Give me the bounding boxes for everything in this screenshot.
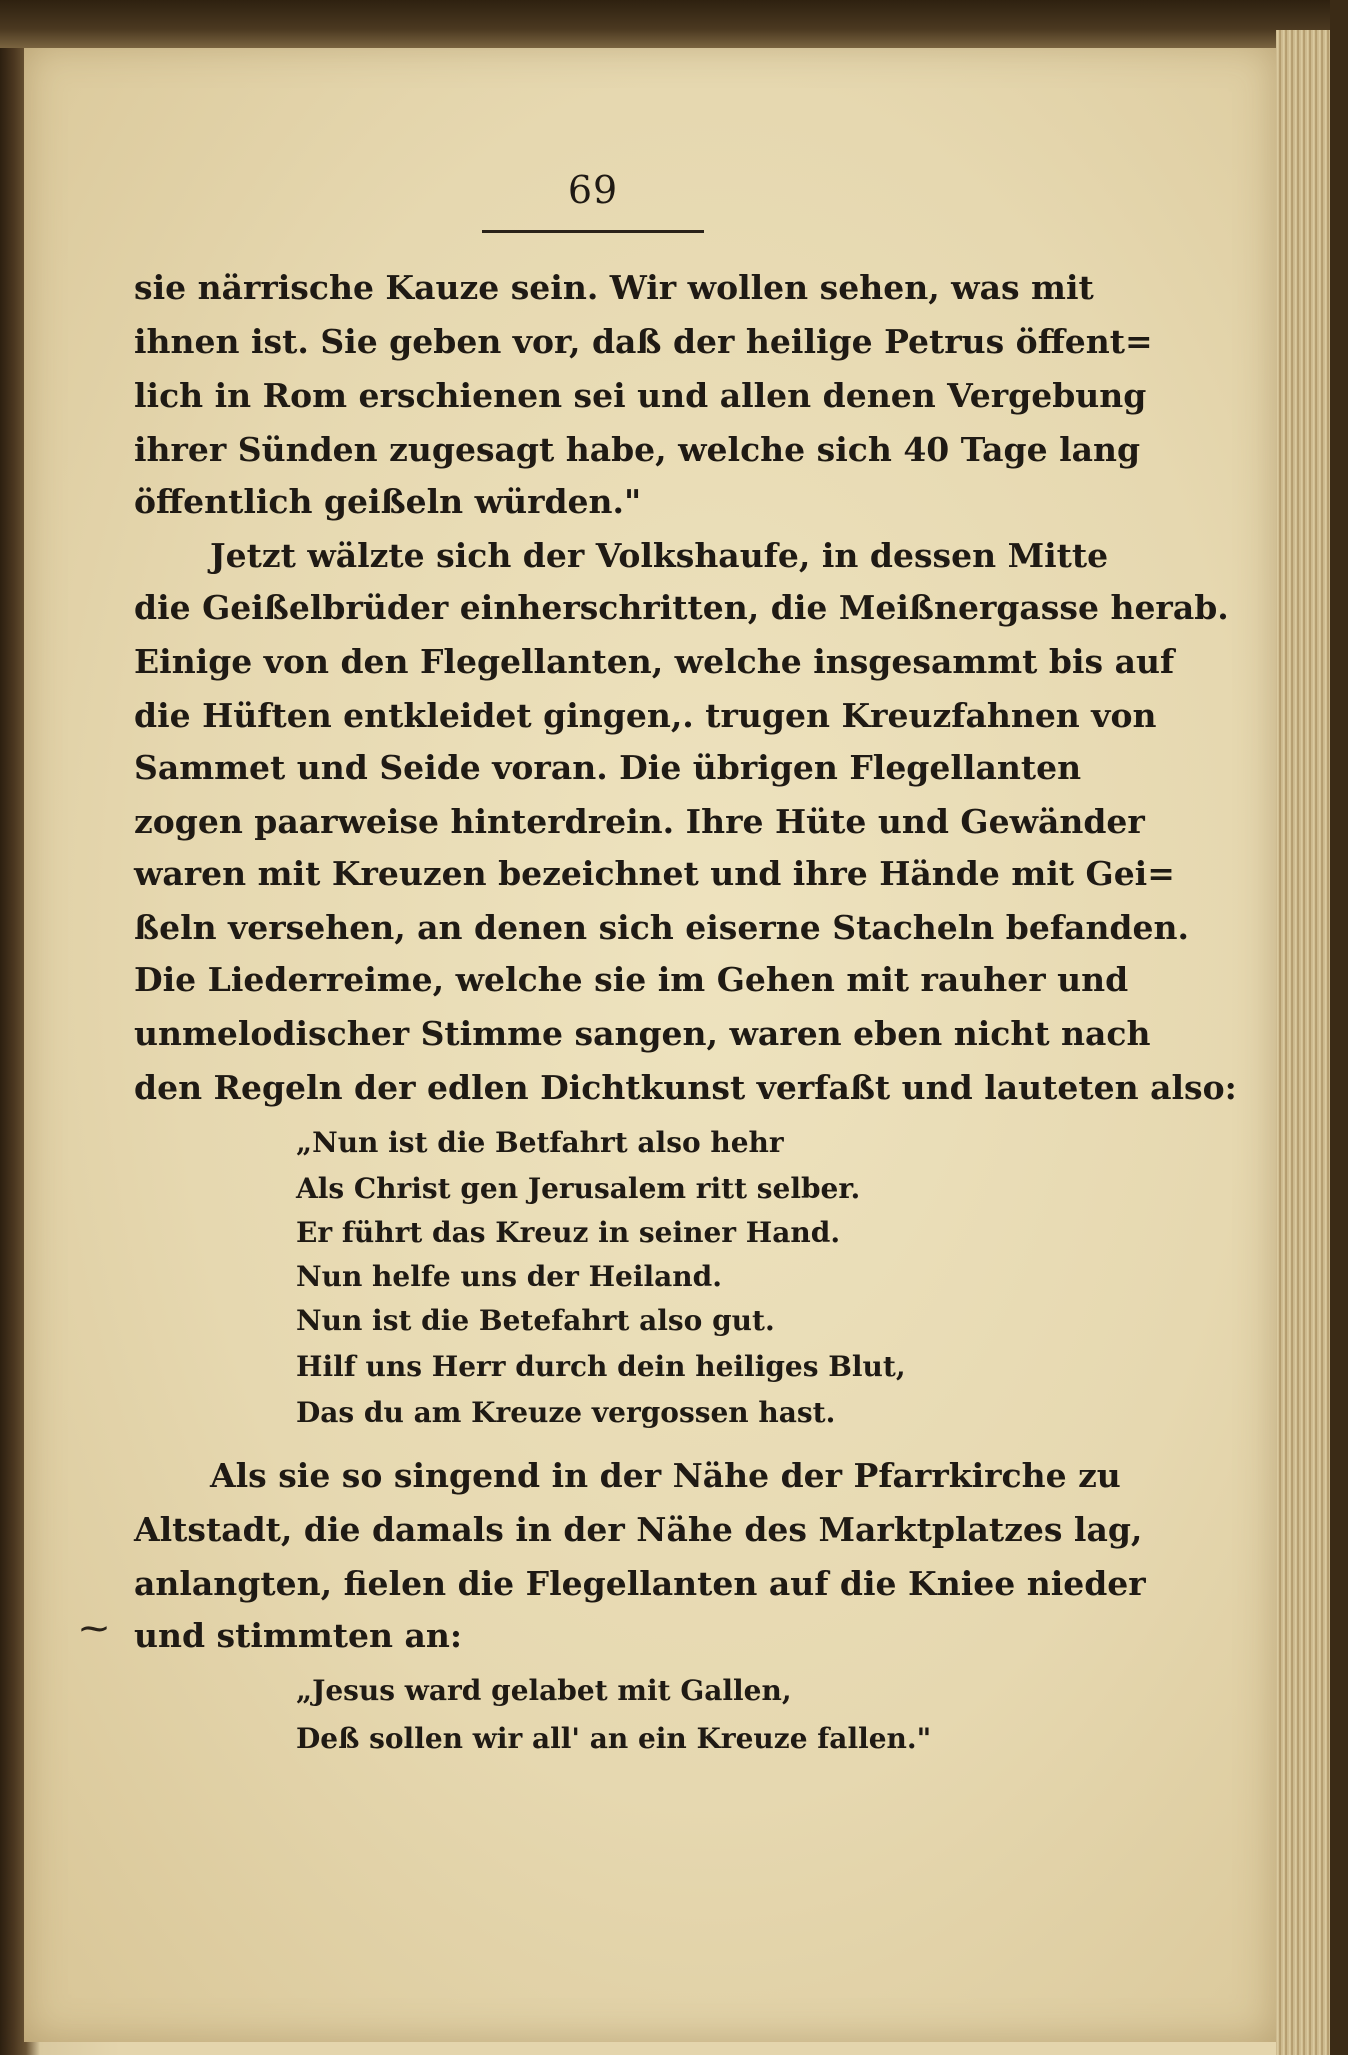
text-line: waren mit Kreuzen bezeichnet und ihre Hände mit Gei= (134, 854, 1175, 893)
text-line: den Regeln der edlen Dichtkunst verfaßt und lauteten also: (134, 1068, 1237, 1107)
text-line: ihrer Sünden zugesagt habe, welche sich 40 Tage lang (134, 430, 1141, 469)
text-line: ßeln versehen, an denen sich eiserne Stacheln befanden. (134, 908, 1189, 947)
text-line: Altstadt, die damals in der Nähe des Marktplatzes lag, (134, 1510, 1143, 1549)
text-line: ihnen ist. Sie geben vor, daß der heilige Petrus öffent= (134, 322, 1153, 361)
book-cover-edge (1330, 0, 1348, 2055)
margin-mark: ⁓ (80, 1612, 108, 1645)
verse-line: Hilf uns Herr durch dein heiliges Blut, (296, 1350, 906, 1383)
text-line: öffentlich geißeln würden." (134, 482, 642, 521)
text-line: zogen paarweise hinterdrein. Ihre Hüte und Gewänder (134, 802, 1145, 841)
verse-line: „Jesus ward gelabet mit Gallen, (296, 1674, 792, 1707)
verse-line: Deß sollen wir all' an ein Kreuze fallen." (296, 1722, 932, 1755)
verse-line: Nun helfe uns der Heiland. (296, 1260, 722, 1293)
text-line: Als sie so singend in der Nähe der Pfarrkirche zu (210, 1456, 1121, 1495)
header-rule (482, 230, 704, 233)
verse-line: Als Christ gen Jerusalem ritt selber. (296, 1172, 861, 1205)
verse-line: Er führt das Kreuz in seiner Hand. (296, 1216, 841, 1249)
text-line: Die Liederreime, welche sie im Gehen mit rauher und (134, 960, 1129, 999)
text-line: die Geißelbrüder einherschritten, die Meißnergasse herab. (134, 588, 1229, 627)
text-line: anlangten, fielen die Flegellanten auf die Kniee nieder (134, 1564, 1146, 1603)
book-top-edge (0, 0, 1348, 48)
text-line: die Hüften entkleidet gingen,. trugen Kreuzfahnen von (134, 696, 1157, 735)
text-line: Einige von den Flegellanten, welche insgesammt bis auf (134, 642, 1175, 681)
verse-line: Das du am Kreuze vergossen hast. (296, 1396, 836, 1429)
verse-line: „Nun ist die Betfahrt also hehr (296, 1126, 784, 1159)
text-line: Sammet und Seide voran. Die übrigen Flegellanten (134, 748, 1082, 787)
text-line: sie närrische Kauze sein. Wir wollen sehen, was mit (134, 268, 1094, 307)
text-line: und stimmten an: (134, 1616, 463, 1655)
text-line: lich in Rom erschienen sei und allen denen Vergebung (134, 376, 1147, 415)
text-line: unmelodischer Stimme sangen, waren eben nicht nach (134, 1014, 1151, 1053)
page-number: 69 (567, 168, 619, 212)
verse-line: Nun ist die Betefahrt also gut. (296, 1304, 775, 1337)
text-line: Jetzt wälzte sich der Volkshaufe, in dessen Mitte (210, 536, 1109, 575)
